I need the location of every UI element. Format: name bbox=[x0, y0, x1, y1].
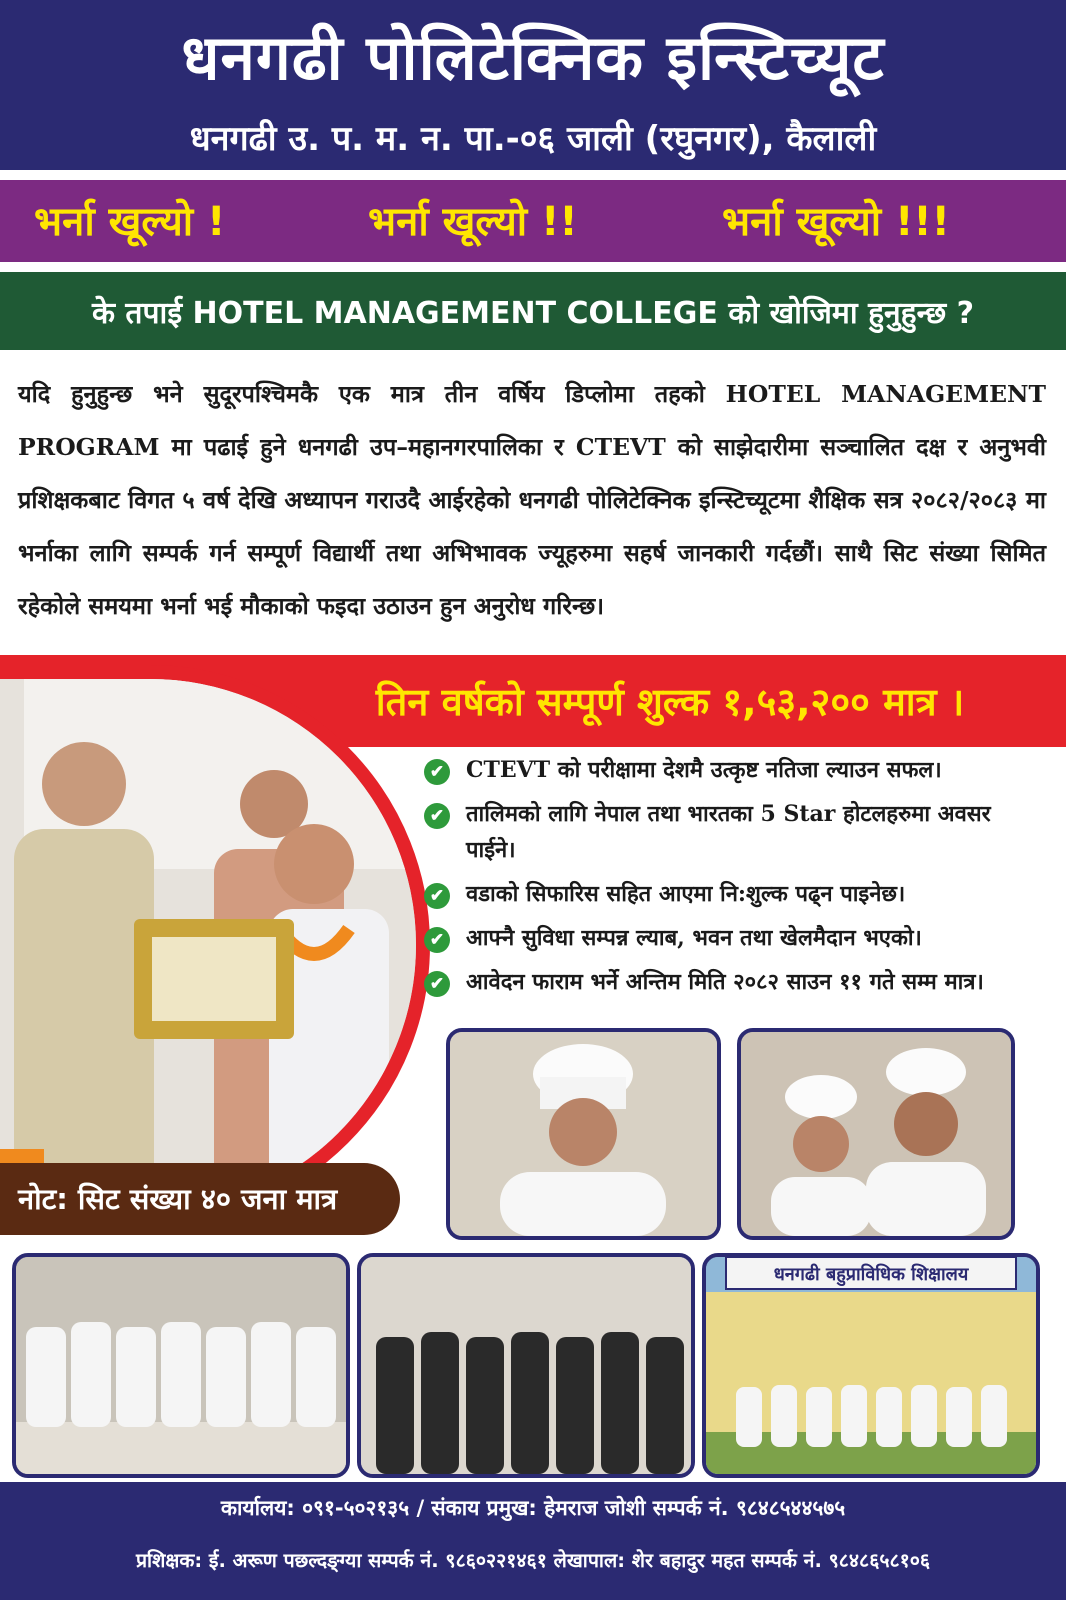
office-contact: कार्यालय: ०९१-५०२१३५ / संकाय प्रमुख: हेमराज जोशी सम्पर्क नं. ९८४८५४४५७५ bbox=[220, 1496, 846, 1520]
award-ceremony-illustration bbox=[0, 679, 416, 1211]
check-circle-icon: ✔ bbox=[424, 803, 450, 829]
question-text: के तपाई HOTEL MANAGEMENT COLLEGE को खोजिमा हुनुहुन्छ ? bbox=[91, 296, 975, 331]
intro-paragraph: यदि हुनुहुन्छ भने सुदूरपश्चिमकै एक मात्र तीन वर्षिय डिप्लोमा तहको HOTEL MANAGEMENT PROGRAM मा पढाई हुने धनगढी उप–महानगरपालिका र CTEVT को साझेदारीमा सञ्चालित दक्ष र अनुभवी प्रशिक्षकबाट विगत ५ वर्ष देखि अध्यापन गराउदै आईरहेको धनगढी पोलिटेक्निक इन्स्टिच्यूटमा शैक्षिक सत्र २०८२/२०८३ मा भर्नाका लागि सम्पर्क गर्न सम्पूर्ण विद्यार्थी तथा अभिभावक ज्यूहरुमा सहर्ष जानकारी गर्दछौं। साथै सिट संख्या सिमित रहेकोले समयमा भर्ना भई मौकाको फइदा उठाउन हुन अनुरोध गरिन्छ। bbox=[18, 380, 1046, 620]
two-chefs-photo bbox=[737, 1028, 1015, 1240]
check-circle-icon: ✔ bbox=[424, 759, 450, 785]
question-band bbox=[0, 272, 1066, 350]
admission-open-3: भर्ना खूल्यो !!! bbox=[722, 199, 950, 245]
trainer-contact: प्रशिक्षक: ई. अरूण पछल्दङ्ग्या सम्पर्क नं. ९८६०२२१४६१ लेखापाल: शेर बहादुर महत सम्पर्क नं. ९८४८६५८१०६ bbox=[135, 1549, 931, 1572]
chef-group-photo bbox=[12, 1253, 350, 1478]
admission-open-2: भर्ना खूल्यो !! bbox=[368, 199, 578, 245]
feature-item bbox=[424, 920, 1044, 956]
seat-note-text: नोट: सिट संख्या ४० जना मात्र bbox=[18, 1182, 338, 1216]
feature-item bbox=[424, 876, 1044, 912]
feature-text: आफ्नै सुविधा सम्पन्न ल्याब, भवन तथा खेलमैदान भएको। bbox=[466, 925, 922, 951]
uniform-group-illustration bbox=[361, 1257, 691, 1474]
check-circle-icon: ✔ bbox=[424, 883, 450, 909]
uniform-group-photo bbox=[357, 1253, 695, 1478]
campus-building-photo bbox=[702, 1253, 1040, 1478]
chef-student-illustration bbox=[450, 1032, 717, 1236]
feature-item bbox=[424, 752, 1044, 788]
seat-note bbox=[0, 1163, 400, 1235]
chef-group-illustration bbox=[16, 1257, 346, 1474]
award-ceremony-photo bbox=[0, 665, 430, 1225]
institute-address: धनगढी उ. प. म. न. पा.-०६ जाली (रघुनगर), कैलाली bbox=[189, 119, 877, 159]
institute-name: धनगढी पोलिटेक्निक इन्स्टिच्यूट bbox=[181, 21, 885, 94]
feature-text: आवेदन फाराम भर्ने अन्तिम मिति २०८२ साउन ११ गते सम्म मात्र। bbox=[466, 969, 984, 995]
check-circle-icon: ✔ bbox=[424, 971, 450, 997]
feature-text: वडाको सिफारिस सहित आएमा नि:शुल्क पढ्न पाइनेछ। bbox=[466, 881, 906, 907]
check-circle-icon: ✔ bbox=[424, 927, 450, 953]
feature-text: CTEVT को परीक्षामा देशमै उत्कृष्ट नतिजा ल्याउन सफल। bbox=[466, 757, 942, 783]
chef-student-photo bbox=[446, 1028, 721, 1240]
admission-open-1: भर्ना खूल्यो ! bbox=[34, 199, 226, 245]
feature-item bbox=[424, 964, 1044, 1000]
campus-building-illustration bbox=[706, 1257, 1036, 1474]
campus-sign: धनगढी बहुप्राविधिक शिक्षालय bbox=[773, 1264, 969, 1285]
feature-list bbox=[424, 752, 1044, 1008]
feature-item bbox=[424, 796, 1044, 868]
two-chefs-illustration bbox=[741, 1032, 1011, 1236]
admission-strip bbox=[0, 180, 1066, 262]
fee-text: तिन वर्षको सम्पूर्ण शुल्क १,५३,२०० मात्र । bbox=[375, 680, 965, 724]
feature-text: तालिमको लागि नेपाल तथा भारतका 5 Star होटलहरुमा अवसर पाईने। bbox=[466, 801, 991, 863]
